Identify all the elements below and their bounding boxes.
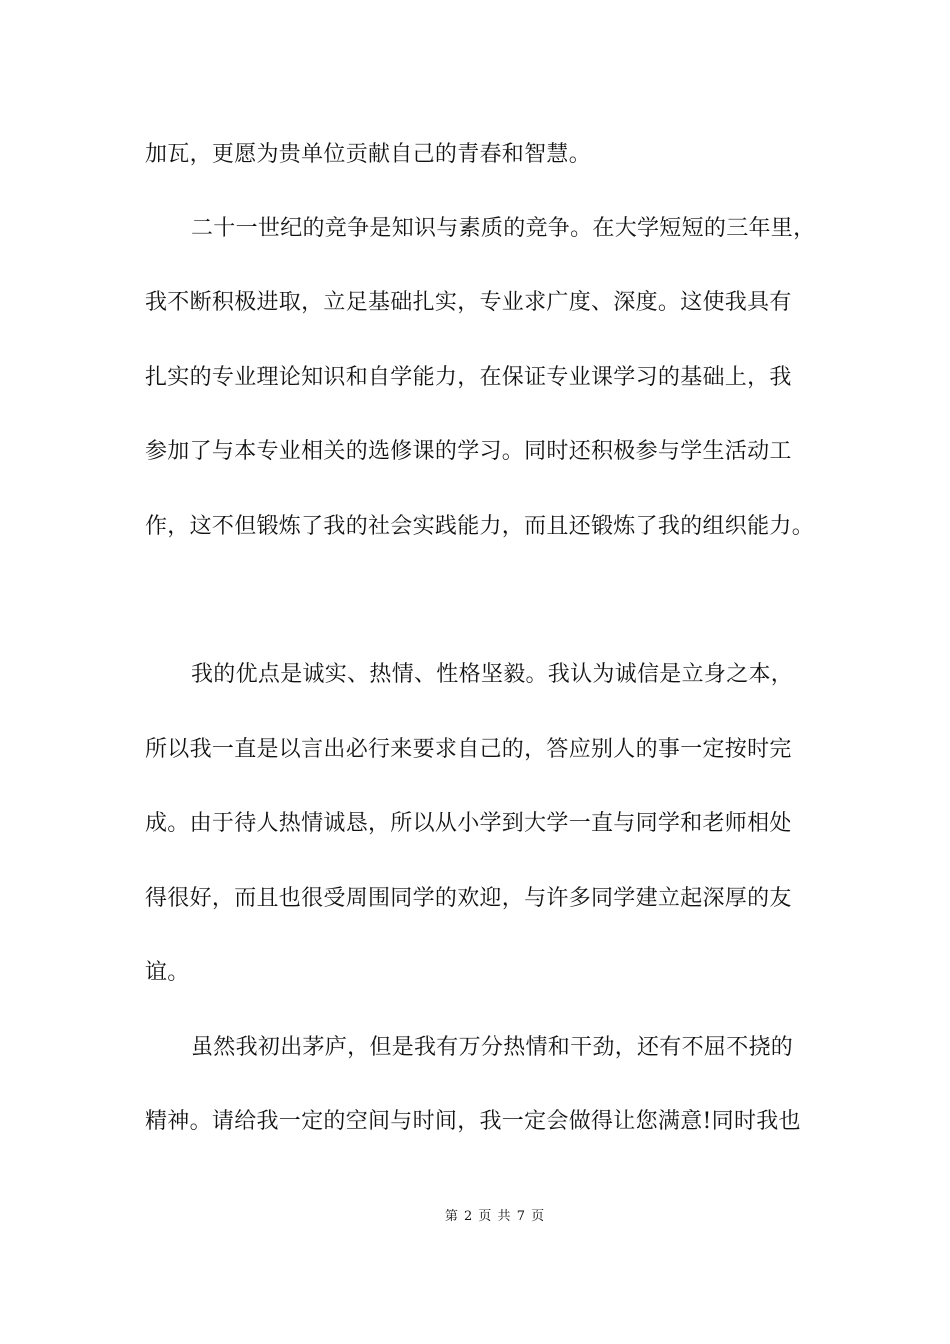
paragraph-line: 得很好，而且也很受周围同学的欢迎，与许多同学建立起深厚的友 (145, 886, 792, 911)
paragraph-line: 谊。 (145, 960, 190, 985)
paragraph-line: 二十一世纪的竞争是知识与素质的竞争。在大学短短的三年里， (191, 216, 816, 241)
paragraph-line: 扎实的专业理论知识和自学能力，在保证专业课学习的基础上，我 (145, 365, 792, 390)
paragraph-line: 虽然我初出茅庐，但是我有万分热情和干劲，还有不屈不挠的 (191, 1035, 794, 1060)
paragraph-line: 我不断积极进取，立足基础扎实，专业求广度、深度。这使我具有 (145, 290, 792, 315)
paragraph-line: 所以我一直是以言出必行来要求自己的，答应别人的事一定按时完 (145, 737, 792, 762)
paragraph-line: 加瓦，更愿为贵单位贡献自己的青春和智慧。 (145, 142, 592, 167)
paragraph-line: 作，这不但锻炼了我的社会实践能力，而且还锻炼了我的组织能力。 (145, 514, 815, 539)
page-number-footer: 第 2 页 共 7 页 (444, 1209, 546, 1224)
paragraph-line: 精神。请给我一定的空间与时间，我一定会做得让您满意!同时我也 (145, 1109, 801, 1134)
paragraph-line: 成。由于待人热情诚恳，所以从小学到大学一直与同学和老师相处 (145, 811, 792, 836)
paragraph-line: 参加了与本专业相关的选修课的学习。同时还积极参与学生活动工 (145, 439, 792, 464)
paragraph-line: 我的优点是诚实、热情、性格坚毅。我认为诚信是立身之本， (191, 662, 794, 687)
